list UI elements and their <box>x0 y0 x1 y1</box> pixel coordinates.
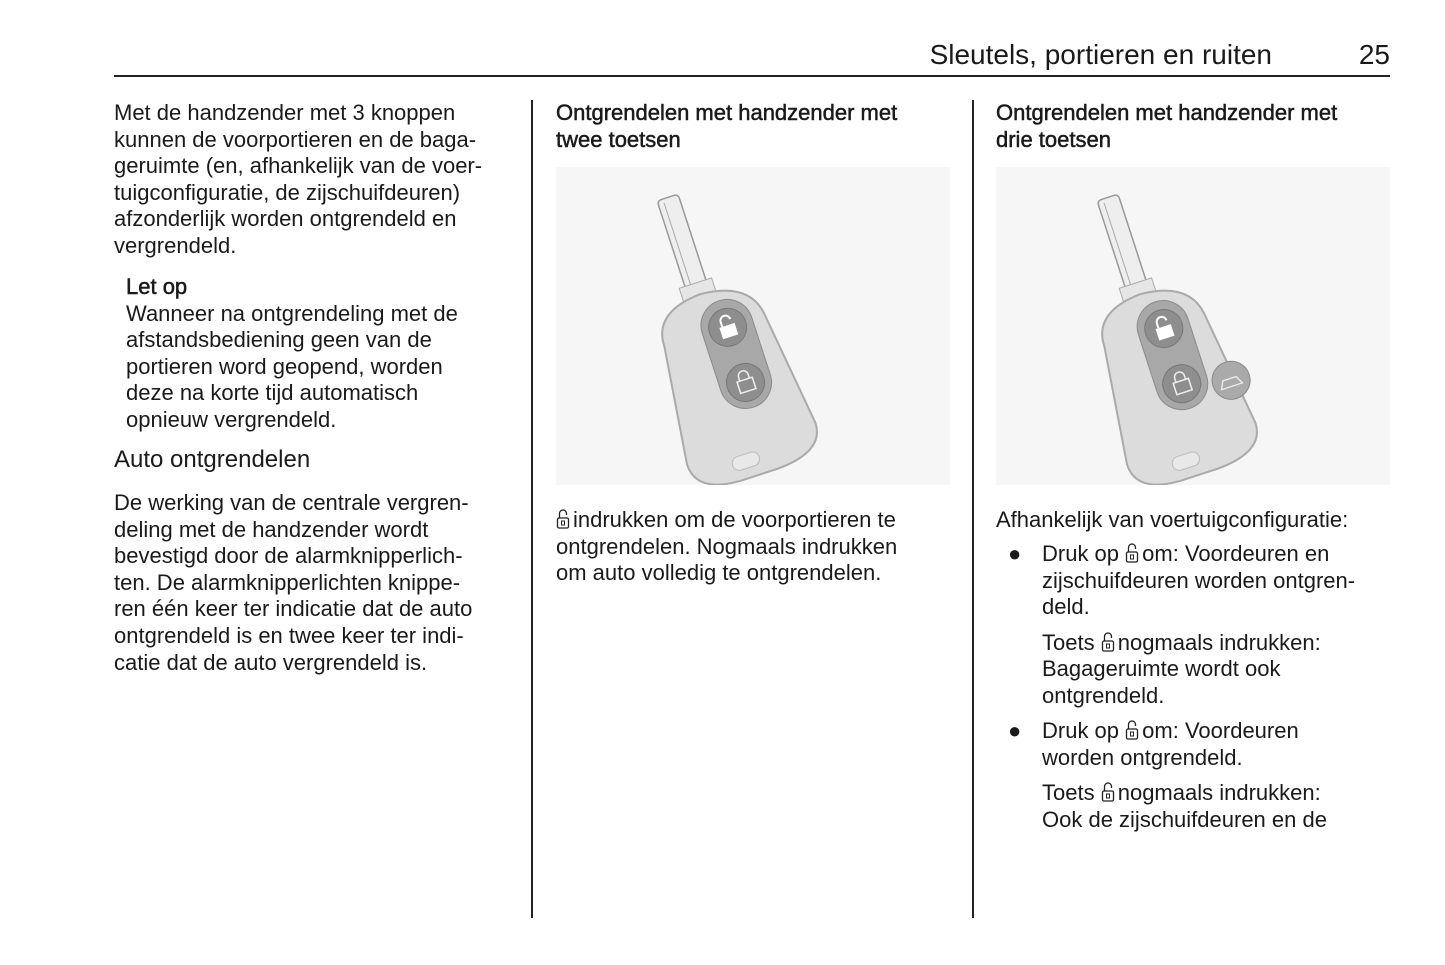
text-line: ontgrendeld. <box>1042 682 1165 708</box>
text-line: portieren word geopend, worden <box>126 353 443 379</box>
text-line: drie toetsen <box>996 126 1111 152</box>
text-line: ten. De alarmknipperlichten knippe- <box>114 569 461 595</box>
text-line: Met de handzender met 3 knoppen <box>114 100 456 125</box>
text-line: twee toetsen <box>556 126 681 152</box>
section-heading: Auto ontgrendelen <box>114 446 311 473</box>
text-line: indrukken om de voorportieren te <box>573 507 896 532</box>
unlock-icon <box>1125 719 1139 741</box>
section-title: Sleutels, portieren en ruiten <box>929 39 1272 70</box>
text: nogmaals indrukken: <box>1117 629 1321 655</box>
column-divider <box>972 100 974 918</box>
text-line: deling met de handzender wordt <box>114 516 429 542</box>
text-line: Ook de zijschuifdeuren en de <box>1042 806 1327 832</box>
text-line: ren één keer ter indicatie dat de auto <box>114 596 473 622</box>
unlock-icon <box>1101 631 1115 653</box>
text-line: Ontgrendelen met handzender met <box>996 100 1338 125</box>
text-line: deld. <box>1042 594 1090 620</box>
text-line: deze na korte tijd automatisch <box>126 380 419 406</box>
text: om: Voordeuren <box>1142 718 1299 743</box>
text-line: catie dat de auto vergrendeld is. <box>114 649 428 675</box>
text-line: kunnen de voorportieren en de baga- <box>114 126 477 152</box>
note-box <box>126 274 458 434</box>
text: Druk op <box>1042 541 1120 566</box>
intro-paragraph <box>114 100 482 260</box>
header-rule <box>114 75 1390 77</box>
text: Toets <box>1042 780 1095 806</box>
text-line: om auto volledig te ontgrendelen. <box>556 560 882 586</box>
unlock-icon <box>556 508 570 530</box>
text-line: De werking van de centrale vergren- <box>114 490 469 515</box>
page-number: 25 <box>1358 39 1390 70</box>
text-line: geruimte (en, afhankelijk van de voer- <box>114 153 483 179</box>
text-line: ontgrendeld is en twee keer ter indi- <box>114 622 464 648</box>
text-line: tuigconfiguratie, de zijschuifdeuren) <box>114 179 461 205</box>
text-line: opnieuw vergrendeld. <box>126 406 337 432</box>
text-line: Wanneer na ontgrendeling met de <box>126 300 458 326</box>
text-line: Bagageruimte wordt ook <box>1042 656 1281 682</box>
text-line: bevestigd door de alarmknipperlich- <box>114 543 463 569</box>
list-item <box>1008 541 1356 710</box>
text: Druk op <box>1042 718 1120 743</box>
unlock-icon <box>1101 781 1115 803</box>
text-line: zijschuifdeuren worden ontgren- <box>1042 567 1356 593</box>
list-item <box>1008 718 1327 833</box>
column-divider <box>531 100 533 918</box>
text-line: ontgrendelen. Nogmaals indrukken <box>556 533 898 559</box>
three-button-key-illustration <box>996 167 1390 485</box>
subsection-heading <box>996 100 1337 153</box>
config-intro: Afhankelijk van voertuigconfiguratie: <box>996 507 1349 532</box>
unlock-icon <box>1125 542 1139 564</box>
bullet: ● <box>1008 718 1022 743</box>
body-paragraph <box>114 490 472 676</box>
text-line: Ontgrendelen met handzender met <box>556 100 898 125</box>
text-line: afzonderlijk worden ontgrendeld en <box>114 206 457 232</box>
two-button-key-illustration <box>556 167 950 485</box>
bullet: ● <box>1008 541 1022 566</box>
text-line: afstandsbediening geen van de <box>126 327 432 353</box>
note-title: Let op <box>126 274 188 299</box>
text: nogmaals indrukken: <box>1117 780 1321 806</box>
text-line: vergrendeld. <box>114 232 237 258</box>
middle-paragraph <box>556 507 897 587</box>
text: Toets <box>1042 629 1095 655</box>
subsection-heading <box>556 100 897 153</box>
text: om: Voordeuren en <box>1142 541 1330 566</box>
text-line: worden ontgrendeld. <box>1042 744 1243 770</box>
